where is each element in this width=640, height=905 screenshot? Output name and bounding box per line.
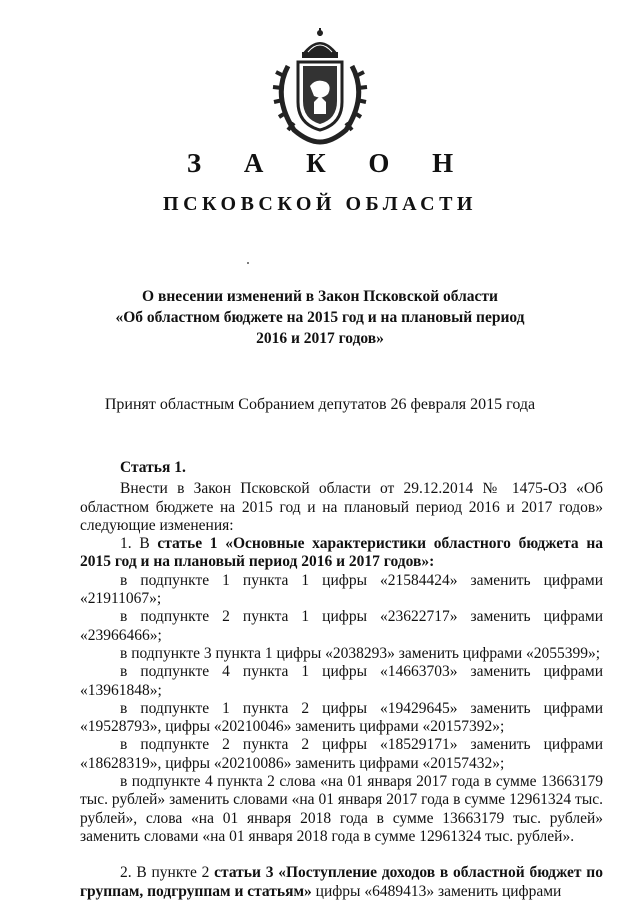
article-intro: Внести в Закон Псковской области от 29.12.2014 № 1475-ОЗ «Об областном бюджете на 2015 год и на плановый период 2016 и 2017 годов» следующие изменения: [80, 480, 603, 534]
article-heading: Статья 1. [120, 459, 186, 476]
adoption-statement: Принят областным Собранием депутатов 26 февраля 2015 года [104, 396, 536, 413]
decorative-dot [247, 262, 249, 264]
amendment-line: в подпункте 1 пункта 2 цифры «19429645» заменить цифрами «19528793», цифры «20210046» заменить цифрами «20157392»; [80, 699, 603, 736]
document-region: ПСКОВСКОЙ ОБЛАСТИ [163, 193, 477, 215]
pskov-coat-of-arms-emblem [258, 26, 382, 146]
article-item-1-bold: статье 1 «Основные характеристики областного бюджета на 2015 год и на плановый период 2016 и 2017 годов» [80, 535, 604, 571]
article-item-2: 2. В пункте 2 статьи 3 «Поступление доходов в областной бюджет по группам, подгруппам и статьям» цифры «6489413» заменить цифрами [80, 864, 603, 900]
law-subject-line: «Об областном бюджете на 2015 год и на плановый период [115, 309, 525, 326]
amendment-line: в подпункте 2 пункта 1 цифры «23622717» заменить цифрами «23966466»; [80, 608, 603, 644]
amendment-line: в подпункте 4 пункта 2 слова «на 01 января 2017 года в сумме 13663179 тыс. рублей» заменить словами «на 01 января 2017 года в сумме 12961324 тыс. рублей», слова «на 01 января 2018 года в сумме 13663179 тыс. рублей» заменить словами «на 01 января 2018 года в сумме 12961324 тыс. рублей». [80, 773, 603, 845]
law-subject-line: 2016 и 2017 годов» [256, 330, 384, 347]
amendment-line: в подпункте 4 пункта 1 цифры «14663703» заменить цифрами «13961848»; [80, 663, 603, 699]
article-item-1: 1. В статье 1 «Основные характеристики областного бюджета на 2015 год и на плановый период 2016 и 2017 годов»: [80, 535, 604, 571]
amendment-line: в подпункте 1 пункта 1 цифры «21584424» заменить цифрами «21911067»; [80, 571, 603, 608]
amendment-line: в подпункте 3 пункта 1 цифры «2038293» заменить цифрами «2055399»; [120, 644, 601, 662]
law-subject [60, 286, 580, 349]
article-item-2-bold: статьи 3 «Поступление доходов в областной бюджет по группам, подгруппам и статьям» [80, 864, 603, 900]
law-subject-line: О внесении изменений в Закон Псковской области [142, 288, 498, 305]
amendment-line: в подпункте 2 пункта 2 цифры «18529171» заменить цифрами «18628319», цифры «20210086» заменить цифрами «20157432»; [80, 736, 603, 772]
document-title: З А К О Н [186, 148, 472, 178]
article-1 [80, 459, 603, 901]
